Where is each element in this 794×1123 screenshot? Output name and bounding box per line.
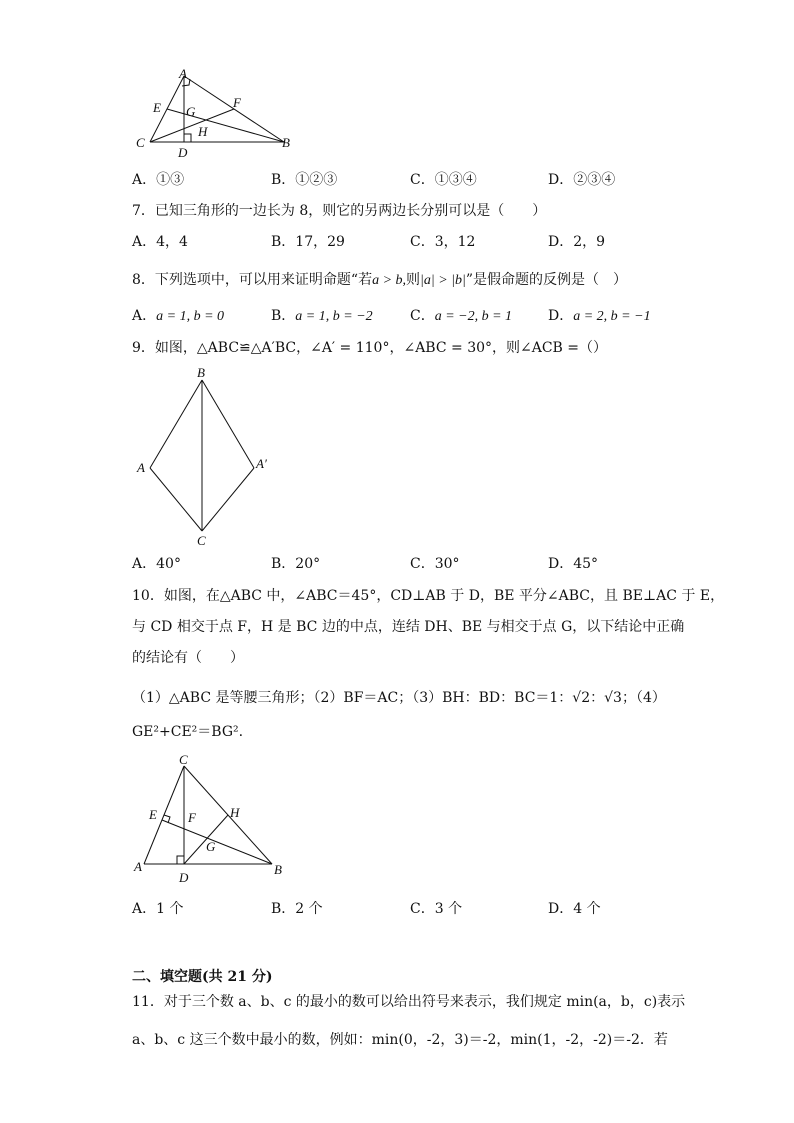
option-text: a = 1, b = −2 [295, 309, 373, 324]
q10-label-D: D [179, 870, 189, 885]
option-text: 45° [573, 556, 599, 572]
option-letter: D． [548, 901, 574, 917]
option-text: ①③④ [434, 172, 477, 188]
q6-label-G: G [186, 104, 196, 119]
option-letter: B． [271, 556, 296, 572]
q8-condition: a > b, [372, 273, 407, 288]
q10-option-c[interactable] [410, 899, 462, 919]
q9-option-c[interactable] [410, 554, 460, 574]
option-text: ①③ [156, 172, 185, 188]
option-letter: D． [548, 234, 574, 250]
q10-conditions-line-1: （1）△ABC 是等腰三角形；（2）BF＝AC；（3）BH：BD：BC＝1：√2：√3；（4） [132, 690, 666, 706]
q9-side-BA-prime [202, 380, 254, 468]
option-text: 30° [434, 556, 460, 572]
q9-option-d[interactable] [548, 554, 598, 574]
q10-stem-line-1: 10．如图，在△ABC 中，∠ABC＝45°，CD⊥AB 于 D，BE 平分∠ABC，且 BE⊥AC 于 E， [132, 588, 725, 604]
q9-label-B: B [197, 365, 205, 380]
option-letter: D． [548, 556, 574, 572]
q9-label-A-prime: A′ [256, 456, 267, 471]
q10-option-b[interactable] [271, 899, 323, 919]
q8-option-d[interactable] [548, 306, 651, 327]
q6-label-A: A [179, 66, 187, 81]
option-letter: C． [410, 234, 435, 250]
q9-side-BA [150, 380, 202, 468]
q10-stem-line-3: 的结论有（ ） [132, 650, 244, 666]
option-letter: A． [132, 172, 157, 188]
q8-option-c[interactable] [410, 306, 512, 327]
q11-stem-line-1: 11．对于三个数 a、b、c 的最小的数可以给出符号来表示，我们规定 min(a，b，c)表示 [132, 994, 686, 1010]
q9-option-b[interactable] [271, 554, 320, 574]
option-letter: A． [132, 901, 157, 917]
q10-label-H: H [230, 805, 240, 820]
q10-stem-line-2: 与 CD 相交于点 F，H 是 BC 边的中点，连结 DH、BE 与相交于点 G，以下结论中正确 [132, 619, 685, 635]
q6-label-B: B [282, 135, 290, 150]
option-text: ①②③ [295, 172, 338, 188]
option-letter: A． [132, 556, 157, 572]
q6-segment-EB [167, 109, 284, 142]
q8-option-a[interactable] [132, 306, 224, 327]
option-text: a = 1, b = 0 [156, 309, 225, 324]
q9-label-C: C [197, 533, 206, 548]
q9-figure [132, 364, 272, 550]
q6-label-D: D [178, 145, 188, 160]
option-text: 20° [295, 556, 321, 572]
option-letter: C． [410, 901, 435, 917]
option-letter: A． [132, 234, 157, 250]
option-letter: A． [132, 308, 157, 324]
q10-right-angle-D [177, 856, 184, 864]
q7-option-c[interactable] [410, 232, 475, 252]
option-text: 1 个 [156, 901, 184, 917]
option-text: ②③④ [573, 172, 616, 188]
q9-label-A: A [137, 460, 145, 475]
q7-option-a[interactable] [132, 232, 188, 252]
option-text: 2，9 [573, 234, 606, 250]
q10-conditions-line-2: GE²+CE²＝BG². [132, 724, 244, 740]
q6-option-b[interactable] [271, 170, 337, 190]
q10-label-E: E [149, 807, 157, 822]
q11-stem-line-2: a、b、c 这三个数中最小的数，例如：min(0，-2，3)＝-2，min(1，-2，-2)＝-2．若 [132, 1032, 668, 1048]
option-text: 3，12 [434, 234, 476, 250]
q7-option-d[interactable] [548, 232, 605, 252]
q6-label-E: E [153, 100, 161, 115]
q6-option-d[interactable] [548, 170, 615, 190]
option-letter: C． [410, 172, 435, 188]
section-title-fill-in: 二、填空题(共 21 分) [132, 969, 273, 985]
q6-label-F: F [233, 95, 241, 110]
option-text: a = −2, b = 1 [434, 309, 513, 324]
option-letter: C． [410, 308, 435, 324]
q10-label-F: F [188, 810, 196, 825]
option-text: 3 个 [434, 901, 463, 917]
option-letter: D． [548, 308, 574, 324]
q9-option-a[interactable] [132, 554, 181, 574]
q8-option-b[interactable] [271, 306, 373, 327]
q10-label-B: B [274, 862, 282, 877]
q10-label-A: A [134, 859, 142, 874]
q10-label-G: G [206, 839, 216, 854]
option-text: 4 个 [573, 901, 601, 917]
option-text: 40° [156, 556, 181, 572]
q8-stem-text: 则 [406, 272, 421, 288]
q10-figure [132, 752, 292, 888]
q7-option-b[interactable] [271, 232, 345, 252]
q8-stem-text: ”是假命题的反例是（ ） [465, 272, 628, 288]
q6-figure [132, 66, 302, 160]
q8-stem-text: 8．下列选项中，可以用来证明命题“若 [132, 272, 373, 288]
option-text: 17，29 [295, 234, 345, 250]
q10-option-a[interactable] [132, 899, 183, 919]
option-letter: B． [271, 901, 296, 917]
option-letter: B． [271, 308, 296, 324]
option-letter: B． [271, 234, 296, 250]
q8-conclusion: |a| > |b| [420, 273, 466, 288]
q8-stem [132, 270, 627, 291]
q6-label-H: H [198, 124, 208, 139]
q9-side-AC [150, 468, 202, 531]
option-letter: B． [271, 172, 296, 188]
option-text: 2 个 [295, 901, 323, 917]
q6-label-C: C [136, 135, 145, 150]
q10-option-d[interactable] [548, 899, 601, 919]
option-text: 4，4 [156, 234, 188, 250]
q10-label-C: C [179, 752, 188, 767]
option-text: a = 2, b = −1 [573, 309, 651, 324]
q7-stem: 7．已知三角形的一边长为 8，则它的另两边长分别可以是（ ） [132, 203, 547, 219]
q6-option-c[interactable] [410, 170, 477, 190]
option-letter: D． [548, 172, 574, 188]
q6-option-a[interactable] [132, 170, 184, 190]
q9-side-A-prime-C [202, 468, 254, 531]
q9-stem: 9．如图，△ABC≌△A′BC，∠A′ = 110°，∠ABC = 30°，则∠ACB =（） [132, 340, 608, 356]
q6-right-angle-D [184, 134, 191, 142]
option-letter: C． [410, 556, 435, 572]
